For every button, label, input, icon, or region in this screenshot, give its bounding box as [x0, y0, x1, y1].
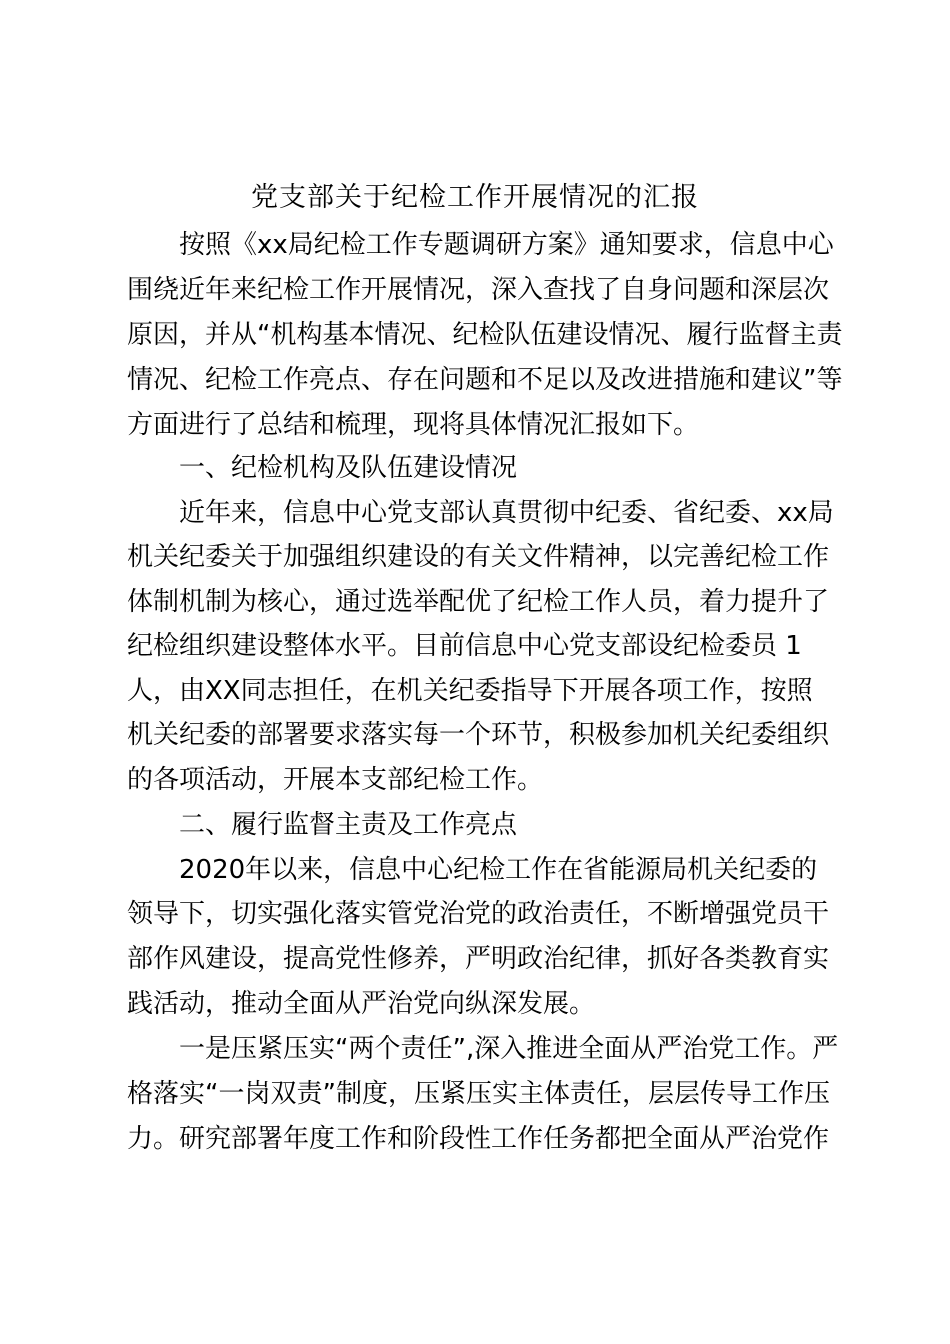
paragraph-3-line-1: 2020年以来，信息中心纪检工作在省能源局机关纪委的 — [179, 855, 818, 885]
paragraph-3-line-4: 践活动，推动全面从严治党向纵深发展。 — [127, 989, 596, 1019]
paragraph-2-line-4: 纪检组织建设整体水平。目前信息中心党支部设纪检委员 1 — [127, 631, 802, 661]
section-heading-1: 一、纪检机构及队伍建设情况 — [179, 453, 518, 483]
paragraph-3-line-2: 领导下，切实强化落实管党治党的政治责任，不断增强党员干 — [127, 899, 830, 929]
paragraph-1-line-2: 围绕近年来纪检工作开展情况，深入查找了自身问题和深层次 — [127, 275, 830, 305]
paragraph-2-line-7: 的各项活动，开展本支部纪检工作。 — [127, 765, 544, 795]
section-heading-2: 二、履行监督主责及工作亮点 — [179, 810, 518, 840]
paragraph-1-line-1: 按照《xx局纪检工作专题调研方案》通知要求，信息中心 — [179, 230, 834, 260]
paragraph-2-line-6: 机关纪委的部署要求落实每一个环节，积极参加机关纪委组织 — [127, 720, 830, 750]
paragraph-2-line-2: 机关纪委关于加强组织建设的有关文件精神，以完善纪检工作 — [127, 542, 830, 572]
paragraph-2-line-5: 人，由XX同志担任，在机关纪委指导下开展各项工作，按照 — [127, 676, 813, 706]
paragraph-1-line-5: 方面进行了总结和梳理，现将具体情况汇报如下。 — [127, 410, 700, 440]
paragraph-2-line-3: 体制机制为核心，通过选举配优了纪检工作人员，着力提升了 — [127, 587, 830, 617]
paragraph-1-line-3: 原因，并从“机构基本情况、纪检队伍建设情况、履行监督主责 — [127, 320, 843, 350]
paragraph-1-line-4: 情况、纪检工作亮点、存在问题和不足以及改进措施和建议”等 — [127, 365, 843, 395]
paragraph-4-line-1: 一是压紧压实“两个责任”,深入推进全面从严治党工作。严 — [179, 1034, 839, 1064]
document-title: 党支部关于纪检工作开展情况的汇报 — [251, 182, 699, 213]
paragraph-2-line-1: 近年来，信息中心党支部认真贯彻中纪委、省纪委、xx局 — [179, 498, 834, 528]
paragraph-4-line-2: 格落实“一岗双责”制度，压紧压实主体责任，层层传导工作压 — [127, 1079, 830, 1109]
paragraph-3-line-3: 部作风建设，提高党性修养，严明政治纪律，抓好各类教育实 — [127, 944, 830, 974]
paragraph-4-line-3: 力。研究部署年度工作和阶段性工作任务都把全面从严治党作 — [127, 1124, 830, 1154]
